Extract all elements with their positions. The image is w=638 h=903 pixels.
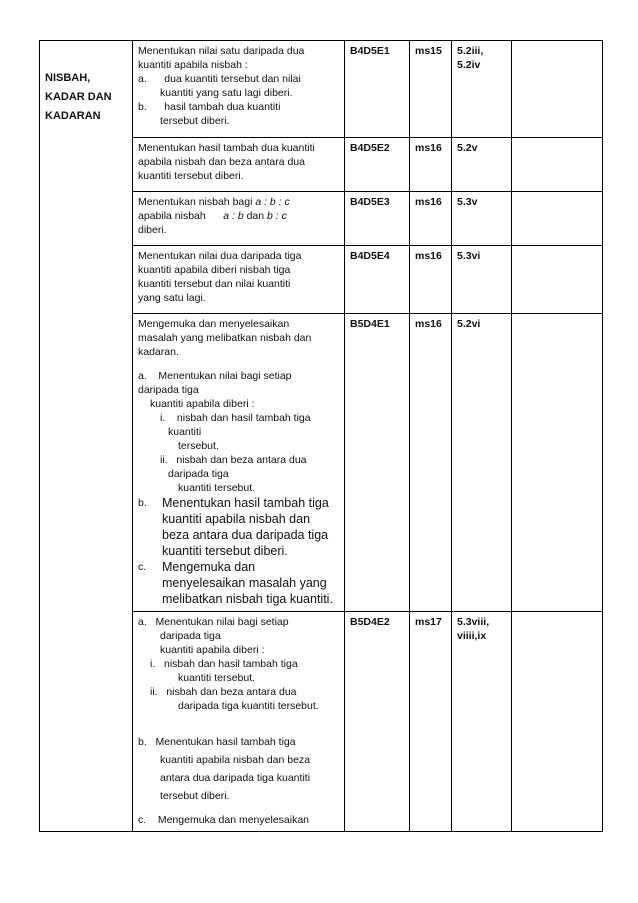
- topic-line: KADARAN: [45, 110, 101, 122]
- table-row: [40, 41, 603, 138]
- list-item: tersebut diberi.: [160, 790, 230, 802]
- desc-line: Menentukan nisbah bagi a : b : c: [138, 196, 290, 208]
- desc-line: b. hasil tambah dua kuantiti: [138, 101, 281, 113]
- list-item: a. Menentukan nilai bagi setiap: [138, 616, 289, 628]
- description-cell: [133, 192, 345, 246]
- ref-cell: [452, 246, 512, 314]
- list-item: kuantiti tersebut.: [178, 672, 256, 684]
- desc-line: diberi.: [138, 224, 167, 236]
- desc-line: apabila nisbah a : b dan b : c: [138, 210, 287, 222]
- list-item: kuantiti tersebut.: [178, 482, 256, 494]
- notes-cell: [512, 192, 603, 246]
- list-item: c. Mengemuka dan menyelesaikan: [138, 814, 310, 826]
- desc-line: kuantiti apabila nisbah :: [138, 59, 248, 71]
- ref-cell: [452, 192, 512, 246]
- list-item: i. nisbah dan hasil tambah tiga: [160, 412, 311, 424]
- desc-line: apabila nisbah dan beza antara dua: [138, 156, 305, 168]
- list-item: ii. nisbah dan beza antara dua: [160, 454, 307, 466]
- desc-line: kuantiti apabila diberi nisbah tiga: [138, 264, 291, 276]
- desc-line: kuantiti tersebut dan nilai kuantiti: [138, 278, 291, 290]
- notes-cell: [512, 138, 603, 192]
- desc-line: Menentukan nilai satu daripada dua: [138, 45, 305, 57]
- desc-line: Mengemuka dan menyelesaikan: [138, 318, 290, 330]
- topic-cell: [40, 41, 133, 832]
- description-cell: [133, 314, 345, 612]
- topic-line: NISBAH,: [45, 72, 91, 84]
- code-cell: B5D4E2: [345, 612, 410, 832]
- ref-cell: [452, 41, 512, 138]
- desc-line: kuantiti tersebut diberi.: [138, 170, 244, 182]
- notes-cell: [512, 612, 603, 832]
- ref-cell: [452, 612, 512, 832]
- page-cell: ms17: [410, 612, 452, 832]
- learning-standards-table: [39, 40, 603, 832]
- list-item: tersebut.: [178, 440, 219, 452]
- ref-line: 5.3vi: [457, 250, 481, 262]
- desc-line: kuantiti yang satu lagi diberi.: [160, 87, 293, 99]
- desc-line: kadaran.: [138, 346, 179, 358]
- list-item: i. nisbah dan hasil tambah tiga: [150, 658, 298, 670]
- list-item: kuantiti apabila diberi :: [160, 644, 265, 656]
- code-cell: B4D5E2: [345, 138, 410, 192]
- ref-line: viiii,ix: [457, 630, 487, 642]
- desc-line: Menentukan hasil tambah dua kuantiti: [138, 142, 315, 154]
- list-item: b. Menentukan hasil tambah tiga: [138, 736, 296, 748]
- list-item: kuantiti: [168, 426, 202, 438]
- page-cell: ms16: [410, 192, 452, 246]
- desc-line: masalah yang melibatkan nisbah dan: [138, 332, 312, 344]
- list-item: kuantiti apabila diberi :: [150, 398, 255, 410]
- page-cell: ms16: [410, 246, 452, 314]
- list-item: kuantiti apabila nisbah dan beza: [160, 754, 311, 766]
- list-item: antara dua daripada tiga kuantiti: [160, 772, 311, 784]
- code-cell: B4D5E1: [345, 41, 410, 138]
- page-cell: ms16: [410, 138, 452, 192]
- list-item: daripada tiga: [168, 468, 229, 480]
- list-item: daripada tiga: [138, 384, 199, 396]
- ref-line: 5.3viii,: [457, 616, 490, 628]
- desc-line: yang satu lagi.: [138, 292, 206, 304]
- description-cell: [133, 41, 345, 138]
- notes-cell: [512, 41, 603, 138]
- ref-line: 5.2iv: [457, 59, 481, 71]
- desc-line: a. dua kuantiti tersebut dan nilai: [138, 73, 301, 85]
- description-cell: [133, 246, 345, 314]
- desc-line: tersebut diberi.: [160, 115, 230, 127]
- ref-line: 5.3v: [457, 196, 478, 208]
- topic-line: KADAR DAN: [45, 91, 112, 103]
- ref-cell: [452, 138, 512, 192]
- ref-line: 5.2v: [457, 142, 478, 154]
- description-cell: [133, 138, 345, 192]
- list-item: daripada tiga kuantiti tersebut.: [178, 700, 319, 712]
- list-item: b. Menentukan hasil tambah tiga kuantiti apabila nisbah dan beza antara dua daripada tiga kuantiti tersebut diberi.: [138, 496, 329, 558]
- page-cell: ms16: [410, 314, 452, 612]
- code-cell: B4D5E3: [345, 192, 410, 246]
- list-item: daripada tiga: [160, 630, 221, 642]
- ref-cell: [452, 314, 512, 612]
- notes-cell: [512, 246, 603, 314]
- list-item: ii. nisbah dan beza antara dua: [150, 686, 297, 698]
- page-cell: ms15: [410, 41, 452, 138]
- code-cell: B5D4E1: [345, 314, 410, 612]
- ref-line: 5.2iii,: [457, 45, 484, 57]
- list-item: c. Mengemuka dan menyelesaikan masalah yang melibatkan nisbah tiga kuantiti.: [138, 560, 333, 606]
- code-cell: B4D5E4: [345, 246, 410, 314]
- list-item: a. Menentukan nilai bagi setiap: [138, 370, 292, 382]
- ref-line: 5.2vi: [457, 318, 481, 330]
- notes-cell: [512, 314, 603, 612]
- description-cell: [133, 612, 345, 832]
- desc-line: Menentukan nilai dua daripada tiga: [138, 250, 302, 262]
